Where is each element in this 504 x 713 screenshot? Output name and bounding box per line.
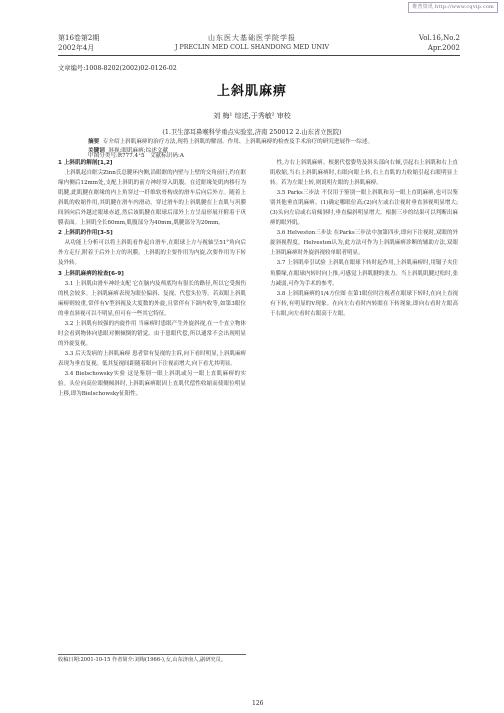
body-paragraph: 3.8 上斜肌麻痹的1/4方位图 在第1眼位时注视者在眼球下转时,在向上直视有下转,有明显的V现象。在向左右看时内转眼在下转现象,即向右看时左眼高于右眼,向左看时右眼高于左眼。: [270, 290, 458, 317]
affiliation: (1.卫生部耳鼻喉科学重点实验室,济南 250012 2.山东省立医院): [162, 129, 342, 136]
footnote: 收稿日期:2001-10-15 作者简介:刘梅(1966-),女,山东济南人,副研究员。: [58, 657, 226, 663]
header-date-en: Apr.2002: [427, 44, 460, 52]
abstract: [88, 138, 450, 147]
body-paragraph: 从功能上分析可以将上斜肌看作起自滑车,在眼球上方与视轴呈51°角向后外方走行,附着于后外上方的巩膜。上斜肌的主要作用为内旋,次要作用为下转及外转。: [58, 240, 246, 267]
page-number: 126: [252, 700, 264, 707]
body-paragraph: 上斜肌起自眶尖Zinn氏总腱环内侧,沿眼眶的内壁与上壁的交角前行,约在眶缘内侧后12mm处,支配上斜肌的前方神经穿入肌腹。在近眶缘处肌肉移行为肌腱,此肌腱在眶缘的内上角穿过一纤维软骨构成的滑车后向后外方。随着上斜肌的收缩作用,其肌腱在滑车内滑动。穿过滑车的上斜肌腱在上直肌与巩膜间斜向后外越过眼球赤道,然后该肌腱在眼球后部外上方呈扇形展开附着于巩膜表面。上斜肌全长60mm,肌腹部分为40mm,肌腱部分为20mm。: [58, 170, 246, 227]
keywords-label: 关键词: [88, 148, 105, 154]
body-paragraph: 3.6 Helveston三步法 在Parks三步法中加第四步,即向下注视时,双眼的外旋斜视程度。Helveston认为,此方法可作为上斜肌麻痹诊断的辅助方法,双眼上斜肌麻痹时外旋斜视较单眼者明显。: [270, 230, 458, 257]
abstract-text: 专介绍上斜肌麻痹的治疗方法,现将上斜肌的解剖、作用、上斜肌麻痹的检查及手术治疗的研究进展作一综述。: [102, 139, 374, 145]
header-journal-cn: 山东医大基础医学院学报: [208, 34, 296, 42]
keywords: 斜视;眼肌麻痹;综述文献: [108, 148, 169, 154]
authors: 刘 梅¹ 综述,于秀敏² 审校: [213, 112, 291, 120]
section-heading: 2 上斜肌的作用[3-5]: [58, 230, 113, 237]
doc-value: :A: [177, 153, 184, 159]
header-journal-en: J PRECLIN MED COLL SHANDONG MED UNIV: [174, 44, 330, 51]
body-paragraph: 3.3 后天发病的上斜肌麻痹 患者常有复视的主诉,向下看时明显,上斜肌麻痹表现为垂直复视。低其复视间距随着眼向下注视而增大,向下看尤其明显。: [58, 350, 246, 367]
body-paragraph: 3.4 Bielschowsky实验 这是鉴别一眼上斜肌或另一眼上直肌麻痹的实验。头位向高位眼侧倾斜时,上斜肌麻痹眼因上直肌代偿性收缩而使眼位明显上移,即为Bielschowsky征阳性。: [58, 370, 246, 398]
abstract-label: 摘要: [88, 139, 100, 145]
source-watermark: 维普资讯 http://www.cqvip.com: [408, 2, 498, 13]
header-rule: [58, 55, 460, 56]
body-paragraph: 3.2 上斜肌有较强的内旋作用 当麻痹时患眼产生外旋斜视,在一个直立物体时会看到物体向患眼对侧倾倒的错觉。由于患眼代偿,所以通常不会出现明显的外旋复视。: [58, 320, 246, 347]
doc-label: 文献标识码: [149, 153, 178, 159]
footnote-rule: [58, 654, 246, 655]
header-date-cn: 2002年4月: [58, 44, 95, 52]
section-heading: 3 上斜肌麻痹的检查[6-9]: [58, 270, 124, 277]
body-paragraph: 3.7 上斜肌牵引试验 上斜肌在眼球下转时起作用,上斜肌麻痹时,用镊子夹住角膜缘,在眼球内转时向上推,可感觉上斜肌腱的张力。当上斜肌肌腱过松时,张力减弱,可作为手术的参考。: [270, 260, 458, 287]
left-column: [58, 158, 246, 650]
header-volume-cn: 第16卷第2期: [58, 34, 100, 42]
section-heading: 1 上斜肌的解剖[1,2]: [58, 160, 113, 166]
article-number: 文章编号:1008-8202(2002)02-0126-02: [58, 65, 177, 72]
classification-line: [88, 152, 450, 161]
body-paragraph: 3.5 Parks三步法 不仅用于鉴别一眼上斜肌和另一眼上直肌麻痹,也可以鉴别其他垂直肌麻痹。(1)确定哪眼位高;(2)向左或右注视时垂直斜视明显增大;(3)头向左肩或右肩倾斜时,垂直偏斜明显增大。根据三步的结果可以判断出麻痹的眼外肌。: [270, 190, 458, 227]
clc-value: :R777.4⁺5: [115, 153, 145, 159]
article-title: 上斜肌麻痹: [216, 84, 287, 99]
header-volume-en: Vol.16,No.2: [418, 34, 460, 42]
body-paragraph: 性,方右上斜肌麻痹。根据代偿姿势及斜头部向右倾,引起右上斜肌和右上直肌收缩,当右上斜肌麻痹时,右眼向眼上转,右上直肌的力收缩引起右眼明显上转。若为左眼上转,则说明左眼的上斜肌麻痹。: [270, 160, 458, 187]
body-paragraph: 3.1 上斜肌由滑车神经支配 它在脑内及颅底均有很长的路径,所以它受损伤的机会较多。上斜肌麻痹表现为眼位偏斜、复视、代偿头位等。若双眼上斜肌麻痹则较重,常伴有V型斜视及大度数的外旋,且常伴有下颌内收等,如第3眼位的垂直斜视可以不明显,但可有一些其它特征。: [58, 280, 246, 317]
clc-label: 中图分类号: [88, 153, 116, 159]
right-column: [270, 158, 458, 650]
